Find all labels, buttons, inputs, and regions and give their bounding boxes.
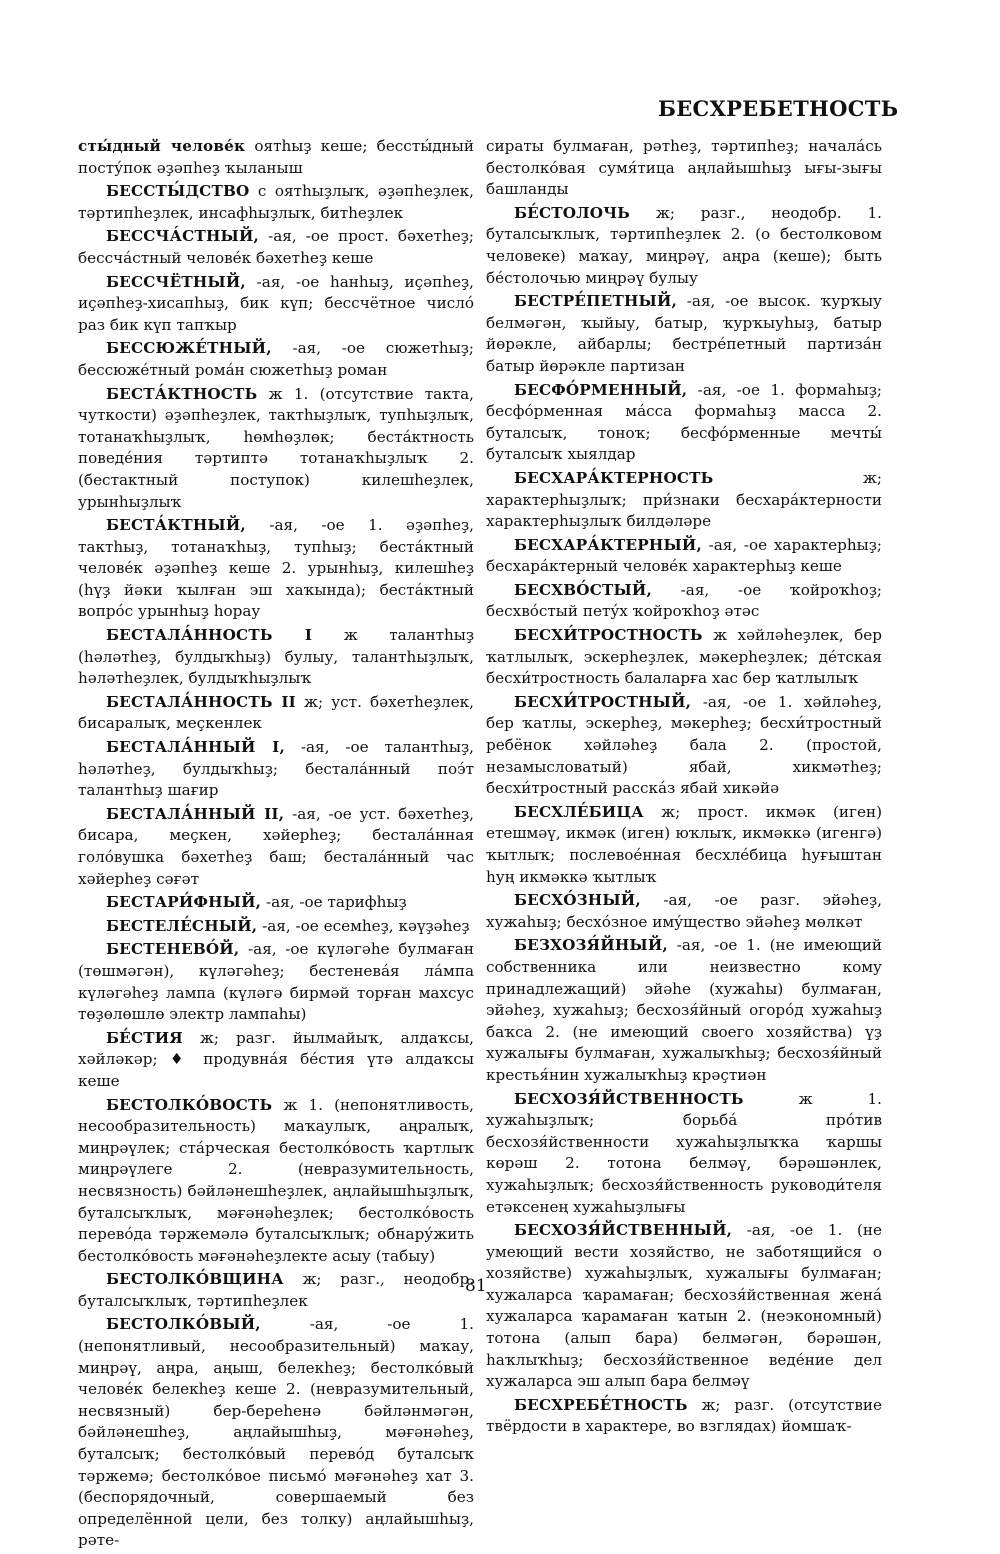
definition: ж; разг., неодобр. буталсыҡлыҡ, тәртипһеҙлек [78,1270,474,1310]
right-column [486,136,882,1440]
dictionary-entry [486,580,882,623]
dictionary-entry [486,1089,882,1219]
dictionary-entry [78,181,474,224]
definition: ж 1. хужаһыҙлыҡ; борьба́ про́тив бесхозя́йственности хужаһыҙлыҡҡа ҡаршы көрәш 2. тотона белмәү, бәрәшәнлек, хужаһыҙлыҡ; бесхозя́йственность руководи́теля етәксенең хужаһыҙлығы [486,1089,882,1216]
headword: БЕСХАРА́КТЕРНЫЙ, [514,535,702,554]
dictionary-entry [486,535,882,578]
dictionary-entry [78,226,474,269]
definition: -ая, -ое высок. ҡурҡыу белмәгән, ҡыйыу, батыр, ҡурҡыуһыҙ, батыр йөрәкле, айбарлы; бестре́петный партиза́н батыр йөрәкле партизан [486,292,882,375]
headword: БЕСТАЛА́ННЫЙ II, [106,804,285,823]
definition: -ая, -ое прост. бәхетһеҙ; бессча́стный челове́к бәхетһеҙ кеше [78,227,474,267]
headword: БЕ́СТОЛОЧЬ [514,203,631,222]
definition: -ая, -ое 1. формаһыҙ; бесфо́рменная ма́сса формаһыҙ масса 2. буталсыҡ, тоноҡ; бесфо́рменные мечты́ буталсыҡ хыялдар [486,380,882,464]
dictionary-entry [78,338,474,381]
headword: БЕСХО́ЗНЫЙ, [514,891,641,910]
definition: -ая, -ое һанһыҙ, иҫәпһеҙ, иҫәпһеҙ-хисапһыҙ, бик күп; бессчётное число́ раз бик күп тапҡыр [78,272,474,334]
definition: -ая, -ое сюжетһыҙ; бессюже́тный рома́н сюжетһыҙ роман [78,339,474,379]
headword: БЕСТА́КТНОСТЬ [106,384,258,403]
dictionary-entry [486,802,882,888]
definition: сираты булмаған, рәтһеҙ, тәртипһеҙ; начала́сь бестолко́вая сумя́тица аңлайышһыҙ ығы-зығы башланды [486,137,882,199]
definition: -ая, -ое ҡойроҡһоҙ; бесхво́стый пету́х ҡойроҡһоҙ әтәс [486,580,882,621]
definition: -ая, -ое күләгәһе булмаған (төшмәгән), күләгәһеҙ; бестенева́я ла́мпа күләгәһеҙ лампа (күләгә бирмәй торған махсус төҙөлөшлө электр лампаһы) [78,940,474,1024]
dictionary-entry [486,1395,882,1438]
headword: БЕСХОЗЯ́ЙСТВЕННОСТЬ [514,1089,744,1108]
dictionary-entry [78,384,474,514]
headword: БЕСТА́КТНЫЙ, [106,516,246,535]
definition: -ая, -ое есемһеҙ, кәүҙәһеҙ [257,916,470,935]
definition: оятһыҙ кеше; бессты́дный посту́пок әҙәпһеҙ ҡыланыш [78,137,474,177]
dictionary-entry [486,203,882,289]
dictionary-entry [486,1220,882,1393]
dictionary-entry [486,468,882,533]
definition: ж; разг. йылмайыҡ, алдаҡсы, хәйләкәр; ♦ продувна́я бе́стия үтә алдаҡсы кеше [78,1028,474,1090]
headword: БЕСХАРА́КТЕРНОСТЬ [514,468,714,487]
headword: БЕСХРЕБЕ́ТНОСТЬ [514,1395,688,1414]
dictionary-entry [78,916,474,938]
dictionary-entry [78,1028,474,1093]
dictionary-entry [78,1269,474,1312]
dictionary-entry [486,291,882,377]
definition: -ая, -ое разг. эйәһеҙ, хужаһыҙ; бесхо́зное иму́щество эйәһеҙ мөлкәт [486,891,882,931]
headword: БЕСТЕНЕВО́Й, [106,940,240,959]
headword: БЕСХИ́ТРОСТНОСТЬ [514,626,703,645]
definition: ж; характерһыҙлыҡ; при́знаки бесхара́ктерности характерһыҙлыҡ билдәләре [486,468,882,531]
headword: БЕСТОЛКО́ВЫЙ, [106,1315,261,1334]
headword: БЕСХИ́ТРОСТНЫЙ, [514,692,692,711]
dictionary-entry [78,136,474,179]
headword: БЕССЮЖЕ́ТНЫЙ, [106,339,272,358]
dictionary-entry [78,804,474,890]
definition: ж; прост. икмәк (иген) етешмәү, икмәк (иген) юҡлыҡ, икмәккә (игенгә) ҡытлыҡ; послевое́нная бесхле́бица һуғыштан һуң икмәккә ҡытлыҡ [486,802,882,886]
dictionary-entry [78,272,474,337]
definition: ж; разг. (отсутствие твёрдости в характере, во взглядах) йомшаҡ- [486,1395,882,1436]
headword: БЕСХЛЕ́БИЦА [514,802,644,821]
dictionary-entry [78,692,474,735]
definition: ж; разг., неодобр. 1. буталсыҡлыҡ, тәртипһеҙлек 2. (о бестолковом человеке) маҡау, миңрәү, аңра (кеше); быть бе́столочью миңрәү булыу [486,203,882,287]
headword: БЕЗХОЗЯ́ЙНЫЙ, [514,936,668,955]
definition: -ая, -ое тарифһыҙ [261,893,407,912]
headword: сты́дный челове́к [78,137,246,155]
dictionary-entry [486,136,882,201]
headword: БЕСТОЛКО́ВОСТЬ [106,1095,273,1114]
headword: БЕССЧА́СТНЫЙ, [106,227,259,246]
dictionary-entry [78,1314,474,1552]
headword: БЕСТАЛА́ННОСТЬ II [106,692,296,711]
definition: -ая, -ое 1. хәйләһеҙ, бер ҡатлы, эскерһеҙ, мәкерһеҙ; бесхи́тростный ребёнок хәйләһеҙ бала 2. (простой, незамысловатый) ябай, хикмәтһеҙ; бесхи́тростный расска́з ябай хикәйә [486,692,882,798]
definition: -ая, -ое 1. (не имеющий собственника или неизвестно кому принадлежащий) эйәһе (хужаһы) булмаған, эйәһеҙ, хужаһыҙ; бесхозя́йный огоро́д хужаһыҙ баҡса 2. (не имеющий своего хозяйства) үҙ хужалығы булмаған, хужалыҡһыҙ; бесхозя́йный крестья́нин хужалыҡһыҙ крәҫтиән [486,936,882,1084]
headword: БЕСФО́РМЕННЫЙ, [514,380,688,399]
running-header: БЕСХРЕБЕТНОСТЬ [658,96,899,121]
definition: -ая, -ое 1. (не умеющий вести хозяйство, не заботящийся о хозяйстве) хужаһыҙлыҡ, хужалығы булмаған; хужаларса ҡарамаған; бесхозя́йственная жена́ хужаларса ҡарамаған ҡатын 2. (неэкономный) тотона (алып бара) белмәгән, бәрәшән, һаҡлыҡһыҙ; бесхозя́йственное веде́ние дел хужаларса эш алып бара белмәү [486,1221,882,1391]
dictionary-entry [78,939,474,1025]
headword: БЕСХОЗЯ́ЙСТВЕННЫЙ, [514,1221,733,1240]
definition: с оятһыҙлыҡ, әҙәпһеҙлек, тәртипһеҙлек, инсафһыҙлыҡ, битһеҙлек [78,182,474,222]
definition: ж; уст. бәхетһеҙлек, бисаралыҡ, меҫкенлек [78,692,474,733]
dictionary-entry [486,692,882,800]
dictionary-entry [78,515,474,623]
definition: ж хәйләһеҙлек, бер ҡатлылыҡ, эскерһеҙлек, мәкерһеҙлек; де́тская бесхи́тростность балаларға хас бер ҡатлылыҡ [486,626,882,688]
page-number: 81 [465,1276,487,1296]
dictionary-entry [486,890,882,933]
headword: БЕСТАРИ́ФНЫЙ, [106,893,262,912]
dictionary-entry [486,380,882,466]
dictionary-entry [78,625,474,690]
definition: -ая, -ое талантһыҙ, һәләтһеҙ, булдыҡһыҙ; бестала́нный поэ́т талантһыҙ шағир [78,738,475,800]
dictionary-entry [78,892,474,914]
definition: ж 1. (непонятливость, несообразительность) маҡаулыҡ, аңралыҡ, миңрәүлек; ста́рческая бестолко́вость ҡартлыҡ миңрәүлеге 2. (невразумительность, несвязность) бәйләнешһеҙлек, аңлайышһыҙлыҡ, буталсыҡлыҡ, мәғәнәһеҙлек; бестолко́вость перево́да тәржемәлә буталсыҡлыҡ; обнару́жить бестолко́вость мәғәнәһеҙлекте асыу (табыу) [78,1095,474,1265]
dictionary-entry [78,737,474,802]
definition: ж 1. (отсутствие такта, чуткости) әҙәпһеҙлек, тактһыҙлыҡ, тупһыҙлыҡ, тотанаҡһыҙлыҡ, һөмһөҙлөк; беста́ктность поведе́ния тәртиптә тотанаҡһыҙлыҡ 2. (бестактный поступок) килешһеҙлек, урынһыҙлыҡ [78,384,474,511]
headword: БЕ́СТИЯ [106,1028,183,1047]
dictionary-entry [486,935,882,1086]
dictionary-entry [78,1095,474,1268]
definition: -ая, -ое характерһыҙ; бесхара́ктерный челове́к характерһыҙ кеше [486,535,882,576]
headword: БЕССТЫ́ДСТВО [106,182,250,201]
headword: БЕССЧЁТНЫЙ, [106,272,246,291]
definition: -ая, -ое 1. (непонятливый, несообразительный) маҡау, миңрәү, аңра, аңыш, белекһеҙ; бестолко́вый челове́к белекһеҙ кеше 2. (невразумительный, несвязный) бер-береһенә бәйләнмәгән, бәйләнешһеҙ, аңлайышһыҙ, мәғәнәһеҙ, буталсыҡ; бестолко́вый перево́д буталсыҡ тәржемә; бестолко́вое письмо́ мәғәнәһеҙ хат 3. (беспорядочный, совершаемый без определённой цели, без толку) аңлайышһыҙ, рәте- [78,1315,474,1550]
headword: БЕСТЕЛЕ́СНЫЙ, [106,916,258,935]
headword: БЕСХВО́СТЫЙ, [514,580,652,599]
definition: -ая, -ое 1. әҙәпһеҙ, тактһыҙ, тотанаҡһыҙ, тупһыҙ; беста́ктный челове́к әҙәпһеҙ кеше 2. урынһыҙ, килешһеҙ (һүҙ йәки ҡылған эш хаҡында); беста́ктный вопро́с урынһыҙ һорау [78,516,474,621]
headword: БЕСТАЛА́ННЫЙ I, [106,738,285,757]
left-column [78,136,474,1554]
headword: БЕСТОЛКО́ВЩИНА [106,1270,284,1289]
definition: ж талантһыҙ (һәләтһеҙ, булдыҡһыҙ) булыу, талантһыҙлыҡ, һәләтһеҙлек, булдыҡһыҙлыҡ [78,626,474,688]
headword: БЕСТАЛА́ННОСТЬ I [106,626,313,645]
definition: -ая, -ое уст. бәхетһеҙ, бисара, меҫкен, хәйерһеҙ; бестала́нная голо́вушка бәхетһеҙ баш; бестала́нный час хәйерһеҙ сәғәт [78,804,474,888]
dictionary-entry [486,625,882,690]
headword: БЕСТРЕ́ПЕТНЫЙ, [514,292,677,311]
